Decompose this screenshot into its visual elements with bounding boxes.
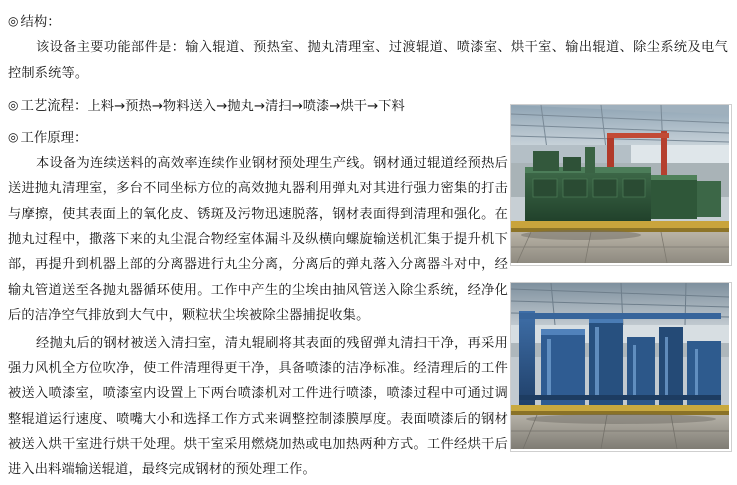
bullet-icon: ◎: [8, 129, 19, 144]
photo-production-line: [510, 282, 732, 452]
section-body-structure: 该设备主要功能部件是：输入辊道、预热室、抛丸清理室、过渡辊道、喷漆室、烘干室、输出辊道、除尘系统及电气控制系统等。: [8, 40, 728, 81]
bullet-icon: ◎: [8, 14, 19, 28]
working-principle-paragraph-1: 本设备为连续送料的高效率连续作业钢材预处理生产线。钢材通过辊道经预热后送进抛丸清理室，多台不同坐标方位的高效抛丸器利用弹丸对其进行强力密集的打击与摩擦，使其表面上的氧化皮、锈斑及污物迅速脱落，钢材表面得到清理和强化。在抛丸过程中，撒落下来的丸尘混合物经室体漏斗及纵横向螺旋输送机汇集于提升机下部，再提升到机器上部的分离器进行丸尘分离，分离后的弹丸落入分离器斗对中，经输丸管道送至各抛丸器循环使用。工作中产生的尘埃由抽风管送入除尘系统，经净化后的洁净空气排放到大气中，颗粒状尘埃被除尘器捕捉收集。: [8, 156, 508, 324]
photo-shot-blasting-machine: [510, 104, 732, 266]
section-heading-structure-label: 结构：: [20, 15, 61, 30]
working-principle-paragraph-2: 经抛丸后的钢材被送入清扫室，清丸辊刷将其表面的残留弹丸清扫干净，再采用强力风机全方位吹净，使工件清理得更干净，具备喷漆的洁净标准。经清理后的工件被送入喷漆室，喷漆室内设置上下两台喷漆机对工件进行喷漆，喷漆过程中可通过调整辊道运行速度、喷嘴大小和选择工作方式来调整控制漆膜厚度。表面喷漆后的钢材被送入烘干室进行烘干处理。烘干室采用燃烧加热或电加热两种方式。工件经烘干后进入出料端输送辊道，最终完成钢材的预处理工作。: [8, 335, 508, 478]
photo-production-line-image: [511, 283, 729, 449]
section-heading-structure: [8, 10, 728, 35]
section-heading-working-principle-label: 工作原理：: [20, 130, 88, 146]
photo-shot-blasting-machine-image: [511, 105, 729, 263]
section-heading-process-flow-label: 工艺流程：: [20, 99, 88, 115]
bullet-icon: ◎: [8, 98, 19, 113]
process-flow-text: 上料→预热→物料送入→抛丸→清扫→喷漆→烘干→下料: [87, 99, 405, 115]
